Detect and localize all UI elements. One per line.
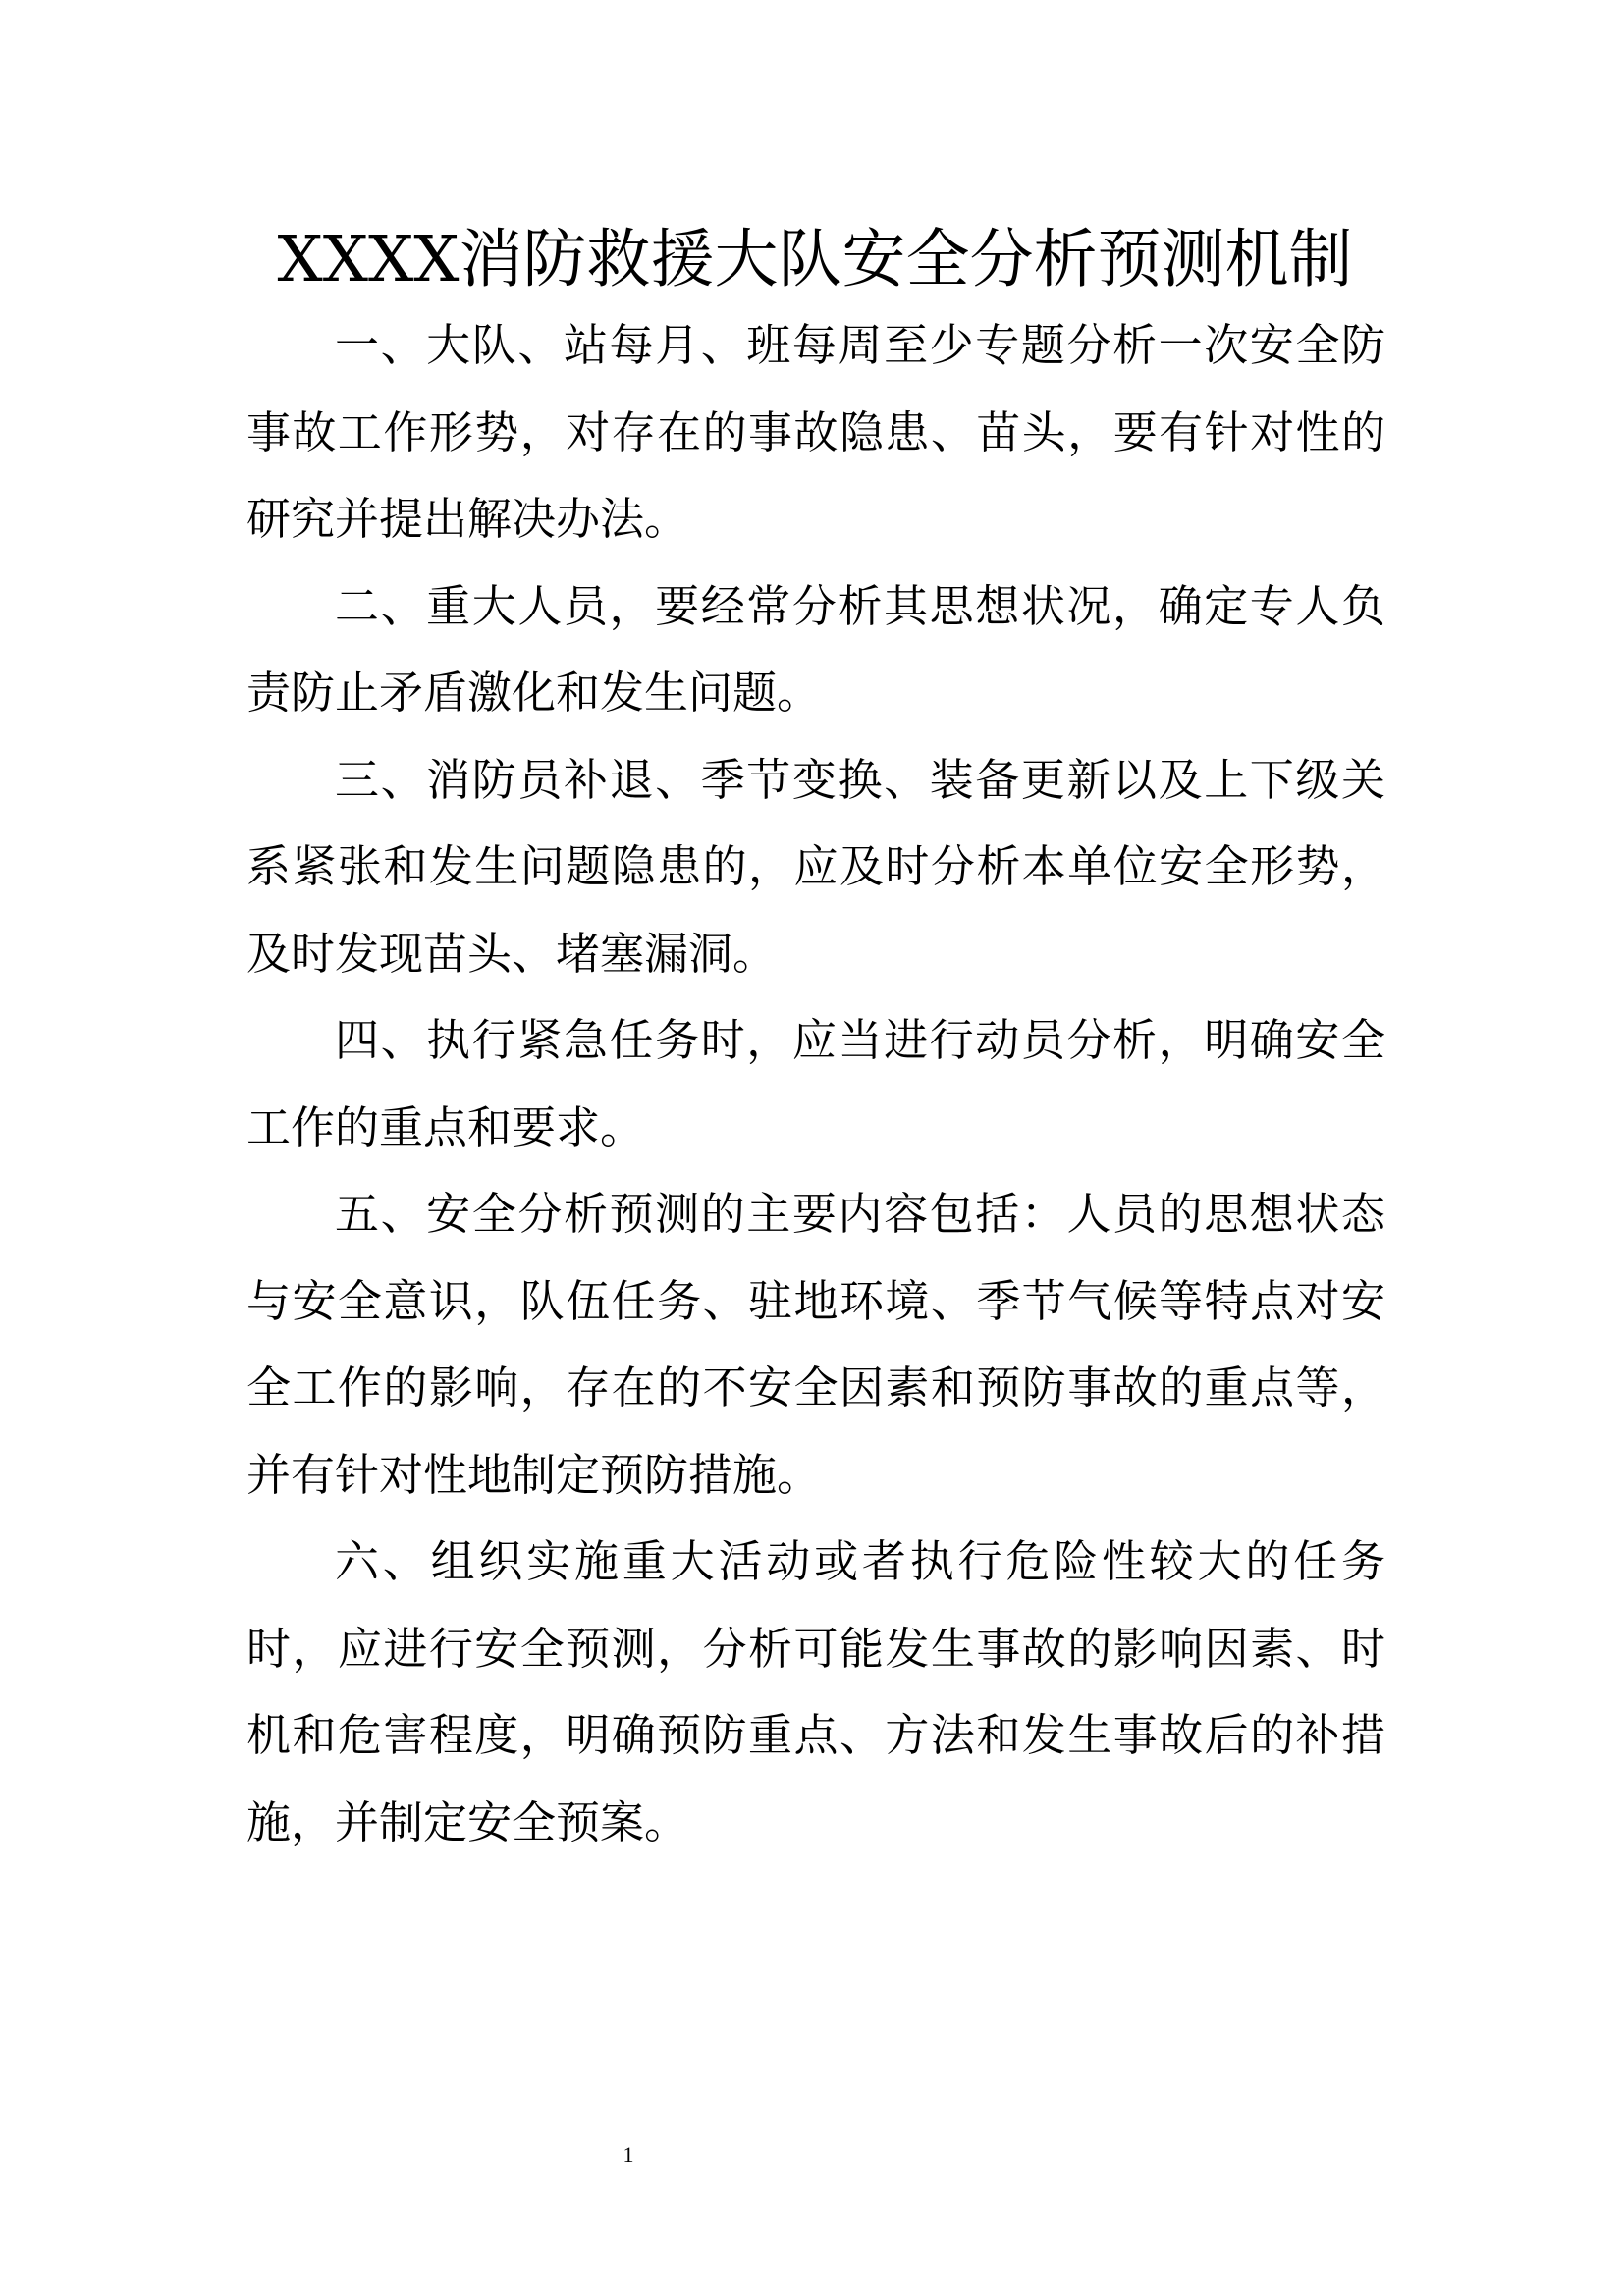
paragraph-1: 一、大队、站每月、班每周至少专题分析一次安全防事故工作形势，对存在的事故隐患、苗头，要有针对性的研究并提出解决办法。: [246, 319, 1385, 545]
paragraph-6: 六、组织实施重大活动或者执行危险性较大的任务时，应进行安全预测，分析可能发生事故的影响因素、时机和危害程度，明确预防重点、方法和发生事故后的补措施，并制定安全预案。: [246, 1535, 1385, 1848]
paragraph-4: 四、执行紧急任务时，应当进行动员分析，明确安全工作的重点和要求。: [246, 1014, 1385, 1153]
document-title: XXXX消防救援大队安全分析预测机制: [277, 223, 1353, 296]
document-body: [246, 302, 1385, 1866]
paragraph-2: 二、重大人员，要经常分析其思想状况，确定专人负责防止矛盾激化和发生问题。: [246, 579, 1385, 719]
paragraph-5: 五、安全分析预测的主要内容包括：人员的思想状态与安全意识，队伍任务、驻地环境、季节气候等特点对安全工作的影响，存在的不安全因素和预防事故的重点等，并有针对性地制定预防措施。: [246, 1188, 1385, 1501]
page-number: 1: [623, 2142, 634, 2166]
paragraph-3: 三、消防员补退、季节变换、装备更新以及上下级关系紧张和发生问题隐患的，应及时分析本单位安全形势，及时发现苗头、堵塞漏洞。: [246, 753, 1385, 980]
